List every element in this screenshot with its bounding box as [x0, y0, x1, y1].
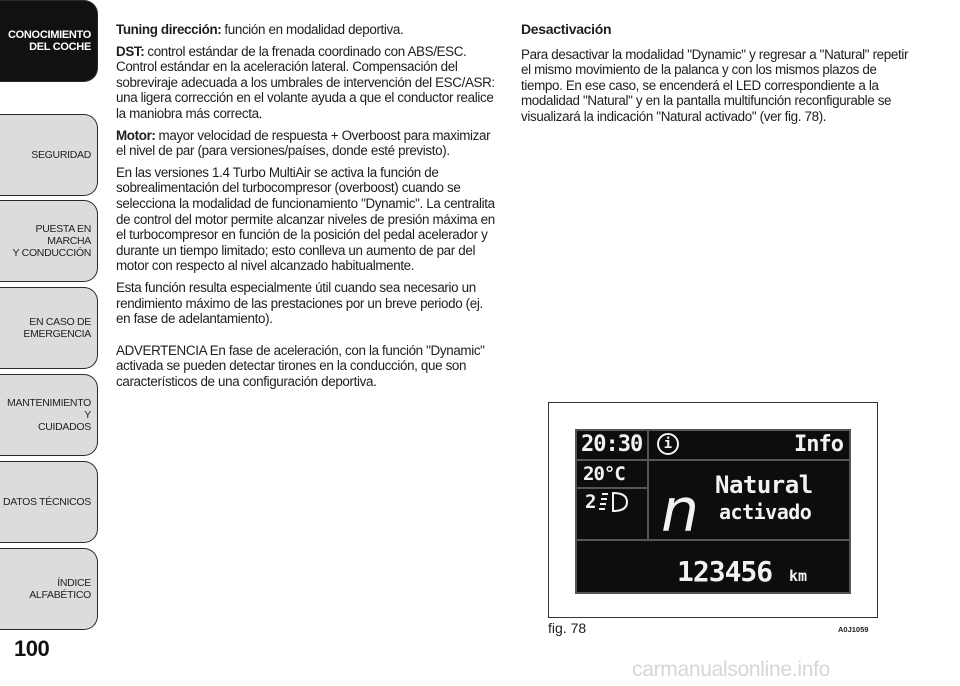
- term-tuning: Tuning dirección:: [116, 22, 222, 37]
- page-number: 100: [14, 636, 50, 661]
- tab-seguridad[interactable]: SEGURIDAD: [0, 114, 98, 196]
- tab-en-caso-de-emergencia[interactable]: EN CASO DE EMERGENCIA: [0, 287, 98, 369]
- mode-name: Natural: [715, 471, 813, 499]
- term-dst: DST:: [116, 43, 145, 59]
- text-dst: control estándar de la frenada coordinado con ABS/ESC. Control estándar en la aceleración lateral. Compensación del sobreviraje adecuada a los umbrales de intervención del ESC/ASR: una ligera corrección en el volante ayuda a que el conductor realice la maniobra más correcta.: [116, 43, 495, 121]
- display-light-level: [585, 491, 629, 513]
- paragraph-warning: ADVERTENCIA En fase de aceleración, con la función "Dynamic" activada se pueden detectar tirones en la conducción, que son característicos de una configuración deportiva.: [116, 342, 485, 389]
- figure-caption: fig. 78: [548, 620, 587, 636]
- tab-mantenimiento[interactable]: MANTENIMIENTO Y CUIDADOS: [0, 374, 98, 456]
- paragraph-dst: [116, 44, 500, 122]
- tab-datos-tecnicos[interactable]: DATOS TÉCNICOS: [0, 461, 98, 543]
- section-heading: Desactivación: [521, 21, 612, 37]
- watermark: carmanualsonline.info: [632, 658, 830, 681]
- chapter-sidebar: [0, 0, 100, 640]
- right-text-column: [521, 22, 913, 131]
- light-level-value: 2: [585, 491, 597, 513]
- tab-puesta-en-marcha[interactable]: PUESTA EN MARCHA Y CONDUCCIÓN: [0, 200, 98, 282]
- tab-indice-alfabetico[interactable]: ÍNDICE ALFABÉTICO: [0, 548, 98, 630]
- paragraph-tuning: [116, 22, 500, 38]
- display-temperature: 20°C: [583, 463, 625, 485]
- multifunction-display: [575, 429, 851, 594]
- display-divider: [647, 431, 649, 459]
- paragraph-utility: Esta función resulta especialmente útil cuando sea necesario un rendimiento máximo de las prestaciones por un breve periodo (ej. en fase de adelantamiento).: [116, 279, 483, 327]
- info-icon: [657, 433, 679, 455]
- display-divider: [577, 539, 849, 541]
- text-tuning: función en modalidad deportiva.: [224, 22, 404, 37]
- paragraph-motor: [116, 128, 500, 159]
- mode-status: activado: [719, 500, 812, 524]
- info-icon-symbol: i: [663, 436, 673, 452]
- odometer-value: 123456: [677, 555, 773, 588]
- headlight-icon: [599, 491, 629, 513]
- mode-letter: n: [661, 476, 700, 546]
- display-info-label: Info: [794, 432, 843, 457]
- term-motor: Motor:: [116, 127, 156, 143]
- left-text-column: [116, 22, 500, 395]
- figure-code: A0J1059: [838, 625, 869, 634]
- display-divider: [577, 487, 647, 489]
- display-left-divider: [647, 459, 649, 539]
- figure-78: [548, 402, 878, 618]
- display-clock: 20:30: [581, 432, 643, 457]
- odometer-unit: km: [789, 567, 808, 585]
- paragraph-overboost: En las versiones 1.4 Turbo MultiAir se activa la función de sobrealimentación del turbocompresor (overboost) cuando se selecciona la modalidad de funcionamiento "Dynamic". La centralita de control del motor permite alcanzar niveles de presión máxima en el turbocompresor en función de la posición del pedal acelerador y durante un tiempo limitado; esto conlleva un aumento de par del motor con respecto al nivel alcanzado habitualmente.: [116, 164, 495, 274]
- tab-conocimiento-del-coche[interactable]: CONOCIMIENTO DEL COCHE: [0, 0, 98, 82]
- paragraph-deactivation: Para desactivar la modalidad "Dynamic" y regresar a "Natural" repetir el mismo movimiento de la palanca y con los mismos plazos de tiempo. En ese caso, se encenderá el LED correspondiente a la modalidad "Natural" y en la pantalla multifunción reconfigurable se visualizará la indicación "Natural activado" (ver fig. 78).: [521, 46, 909, 124]
- text-motor: mayor velocidad de respuesta + Overboost para maximizar el nivel de par (para versiones/países, donde esté previsto).: [116, 127, 491, 159]
